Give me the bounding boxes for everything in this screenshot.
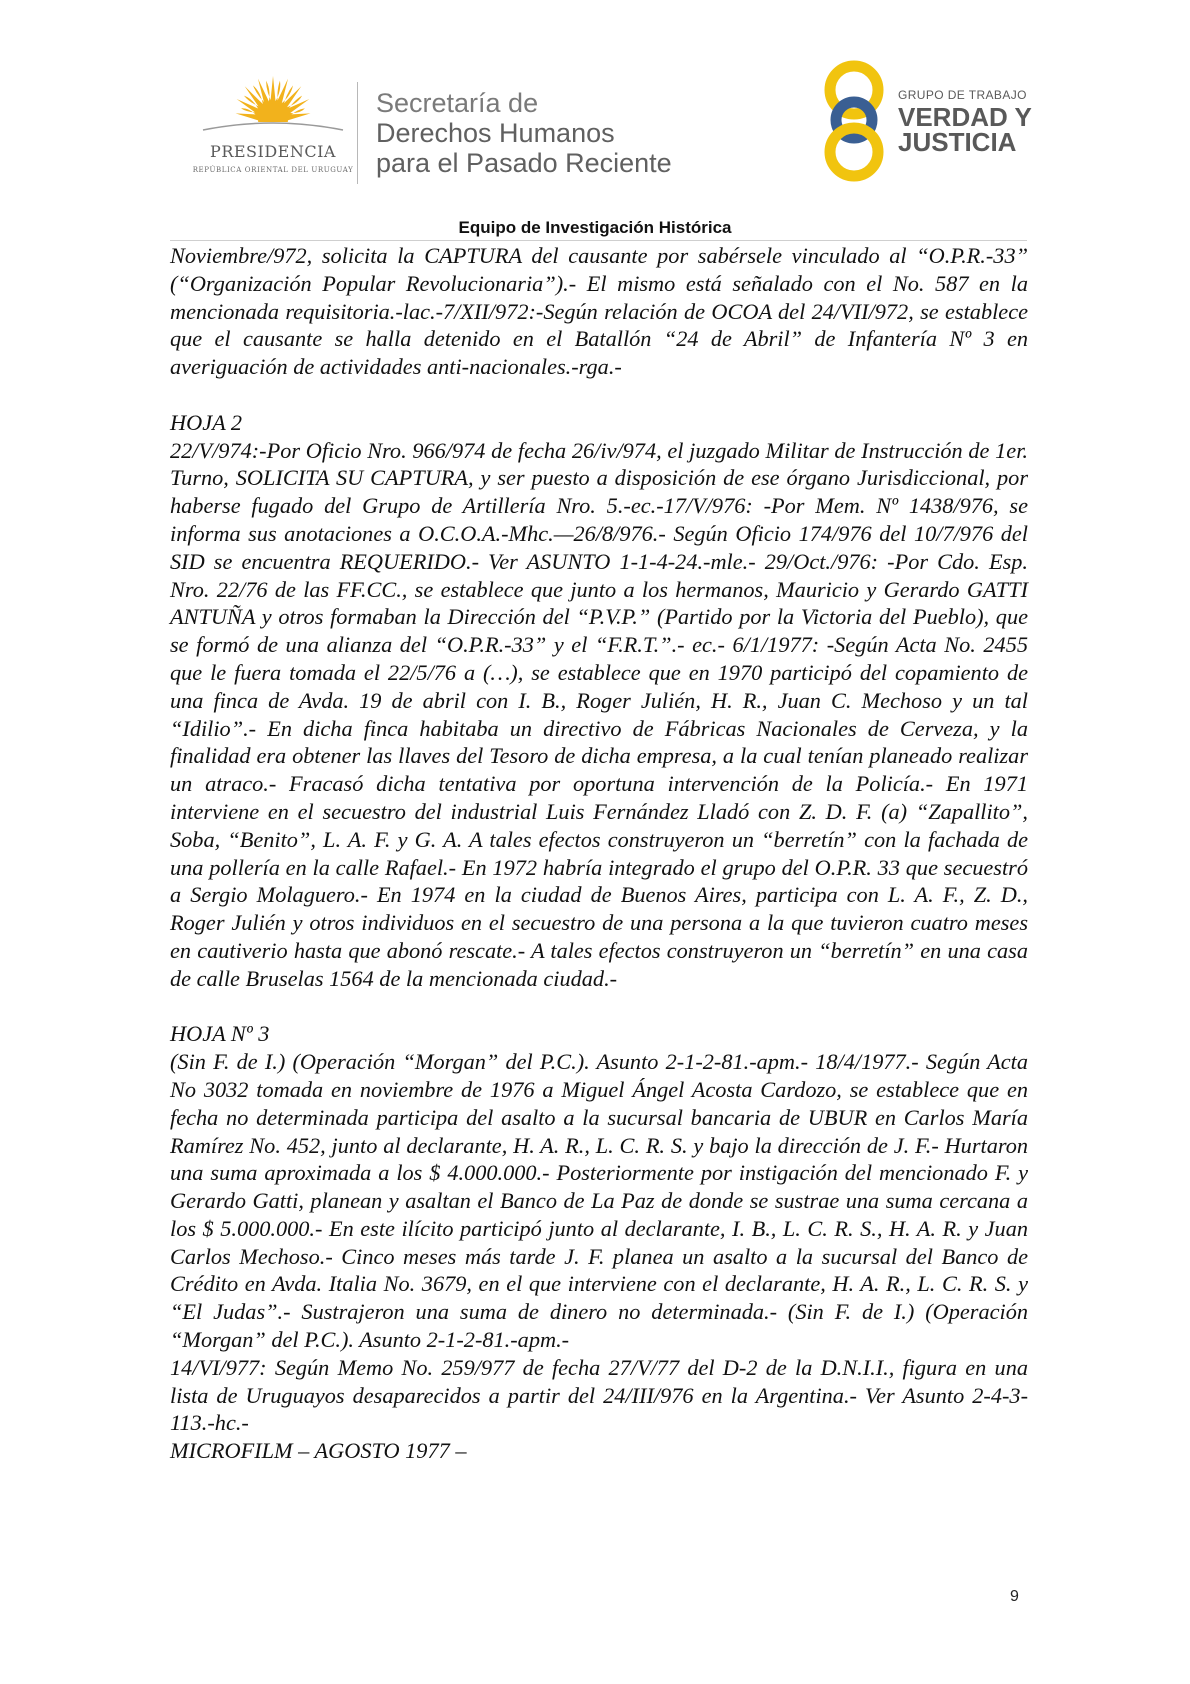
paragraph: Noviembre/972, solicita la CAPTURA del causante por sabérsele vinculado al “O.P.R.-33” (“Organización Popular Revolucionaria”).- El mismo está señalado con el No. 587 en la mencionada requisitoria.-lac.-7/XII/972:-Según relación de OCOA del 24/VII/972, se establece que el causante se halla detenido en el Batallón “24 de Abril” de Infantería Nº 3 en averiguación de actividades anti-nacionales.-rga.- <box>170 243 1028 380</box>
header-divider <box>357 82 358 184</box>
grupo-line-3: JUSTICIA <box>898 127 1017 157</box>
blank-line <box>170 381 1028 409</box>
secretaria-logo-text <box>376 88 672 178</box>
presidencia-name: PRESIDENCIA <box>210 142 336 161</box>
blank-line <box>170 993 1028 1021</box>
secretaria-line-1: Secretaría de <box>376 88 539 118</box>
page-number: 9 <box>1010 1588 1019 1605</box>
section-title: Equipo de Investigación Histórica <box>458 218 732 237</box>
page-header <box>0 0 1190 210</box>
document-body <box>170 242 1028 1465</box>
secretaria-line-3: para el Pasado Reciente <box>376 148 672 178</box>
paragraph: 22/V/974:-Por Oficio Nro. 966/974 de fecha 26/iv/974, el juzgado Militar de Instrucción de 1er. Turno, SOLICITA SU CAPTURA, y ser puesto a disposición de ese órgano Jurisdiccional, por haberse fugado del Grupo de Artillería Nro. 5.-ec.-17/V/976: -Por Mem. Nº 1438/976, se informa sus anotaciones a O.C.O.A.-Mhc.—26/8/976.- Según Oficio 174/976 del 10/7/976 del SID se encuentra REQUERIDO.- Ver ASUNTO 1-1-4-24.-mle.- 29/Oct./976: -Por Cdo. Esp. Nro. 22/76 de las FF.CC., se establece que junto a los hermanos, Mauricio y Gerardo GATTI ANTUÑA y otros formaban la Dirección del “P.V.P.” (Partido por la Victoria del Pueblo), que se formó de una alianza del “O.P.R.-33” y el “F.R.T.”.- ec.- 6/1/1977: -Según Acta No. 2455 que le fuera tomada el 22/5/76 a (…), se establece que en 1970 participó del copamiento de una finca de Avda. 19 de abril con I. B., Roger Julién, H. R., Juan C. Mechoso y un tal “Idilio”.- En dicha finca habitaba un directivo de Fábricas Nacionales de Cerveza, y la finalidad era obtener las llaves del Tesoro de dicha empresa, a la cual tenían planeado realizar un atraco.- Fracasó dicha tentativa por oportuna intervención de la Policía.- En 1971 interviene en el secuestro del industrial Luis Fernández Lladó con Z. D. F. (a) “Zapallito”, Soba, “Benito”, L. A. F. y G. A. A tales efectos construyeron un “berretín” con la fachada de una pollería en la calle Rafael.- En 1972 habría integrado el grupo del O.P.R. 33 que secuestró a Sergio Molaguero.- En 1974 en la ciudad de Buenos Aires, participa con L. A. F., Z. D., Roger Julién y otros individuos en el secuestro de una persona a la que tuvieron cuatro meses en cautiverio hasta que abonó rescate.- A tales efectos construyeron un “berretín” en una casa de calle Bruselas 1564 de la mencionada ciudad.- <box>170 437 1028 991</box>
heading-hoja-3: HOJA Nº 3 <box>170 1021 270 1047</box>
sun-icon <box>188 72 358 144</box>
presidencia-logo <box>188 72 358 182</box>
grupo-line-2: VERDAD Y <box>898 102 1032 132</box>
paragraph: MICROFILM – AGOSTO 1977 – <box>170 1438 467 1464</box>
grupo-verdad-justicia-logo <box>820 56 1040 184</box>
heading-hoja-2: HOJA 2 <box>170 409 243 435</box>
presidencia-subtitle: REPÚBLICA ORIENTAL DEL URUGUAY <box>192 166 354 174</box>
header-rule <box>170 240 1027 241</box>
paragraph: (Sin F. de I.) (Operación “Morgan” del P.C.). Asunto 2-1-2-81.-apm.- 18/4/1977.- Según Acta No 3032 tomada en noviembre de 1976 a Miguel Ángel Acosta Cardozo, se establece que en fecha no determinada participa del asalto a la sucursal bancaria de UBUR en Carlos María Ramírez No. 452, junto al declarante, H. A. R., L. C. R. S. y bajo la dirección de J. F.- Hurtaron una suma aproximada a los $ 4.000.000.- Posteriormente por instigación del mencionado F. y Gerardo Gatti, planean y asaltan el Banco de La Paz de donde se sustrae una suma cercana a los $ 5.000.000.- En este ilícito participó junto al declarante, I. B., L. C. R. S., H. A. R. y Juan Carlos Mechoso.- Cinco meses más tarde J. F. planea un asalto a la sucursal del Banco de Crédito en Avda. Italia No. 3679, en el que interviene con el declarante, H. A. R., L. C. R. S. y “El Judas”.- Sustrajeron una suma de dinero no determinada.- (Sin F. de I.) (Operación “Morgan” del P.C.). Asunto 2-1-2-81.-apm.- <box>170 1049 1028 1353</box>
secretaria-line-2: Derechos Humanos <box>376 118 615 148</box>
grupo-line-1: GRUPO DE TRABAJO <box>898 88 1027 102</box>
interlocking-rings-icon <box>820 56 900 184</box>
paragraph: 14/VI/977: Según Memo No. 259/977 de fecha 27/V/77 del D-2 de la D.N.I.I., figura en una lista de Uruguayos desaparecidos a partir del 24/III/976 en la Argentina.- Ver Asunto 2-4-3-113.-hc.- <box>170 1354 1028 1436</box>
